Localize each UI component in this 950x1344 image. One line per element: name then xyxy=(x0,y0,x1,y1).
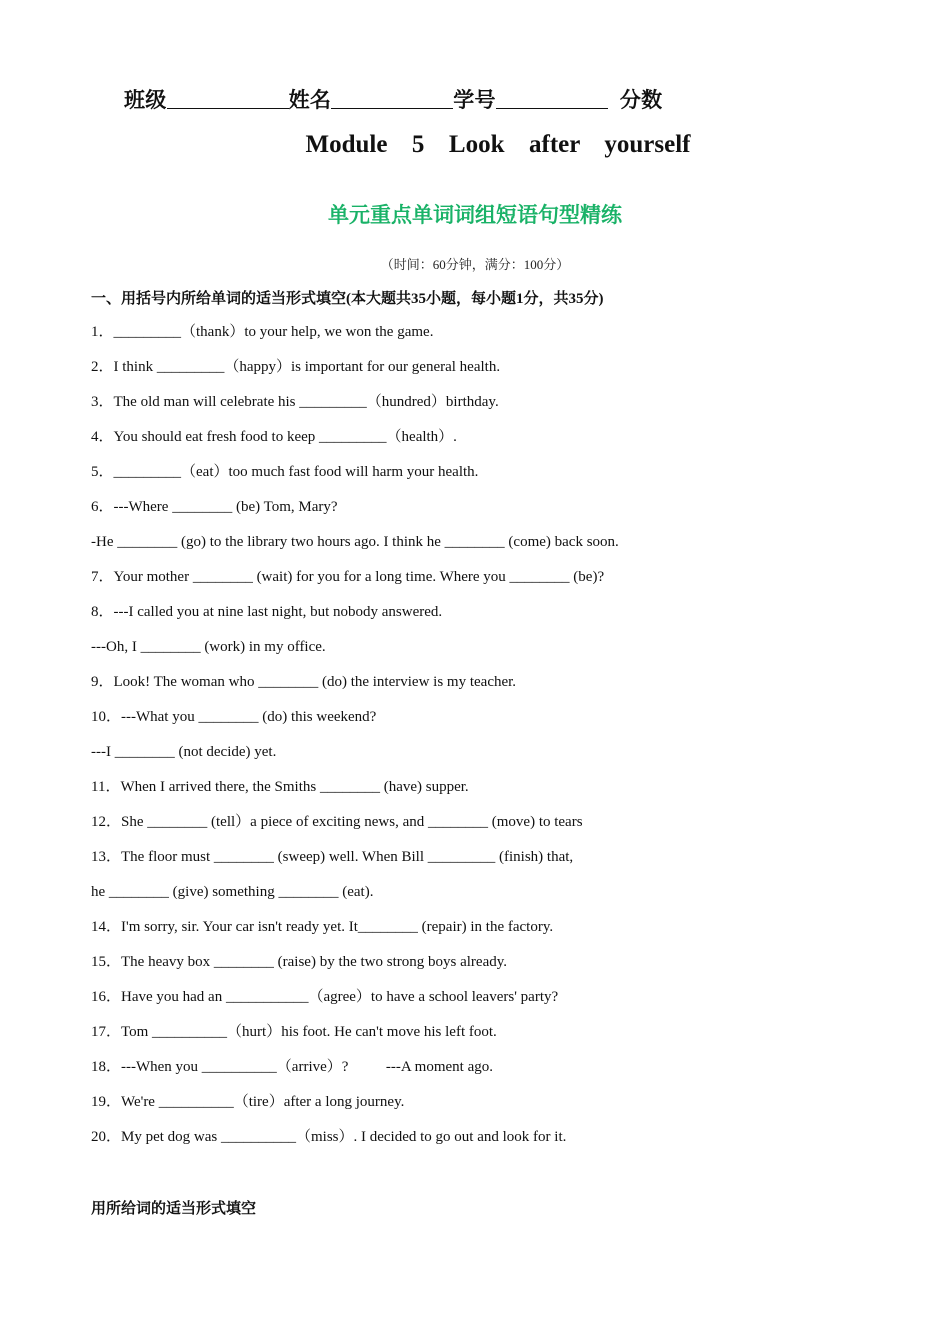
class-blank xyxy=(167,88,289,109)
question-line: 12．She ________ (tell）a piece of exciting news, and ________ (move) to tears xyxy=(91,814,583,830)
question-line: 7．Your mother ________ (wait) for you for a long time. Where you ________ (be)? xyxy=(91,569,605,585)
question-line: 6．---Where ________ (be) Tom, Mary? xyxy=(91,499,338,515)
question-line: 4．You should eat fresh food to keep _________（health）. xyxy=(91,429,457,445)
name-blank xyxy=(331,88,453,109)
question-line: he ________ (give) something ________ (eat). xyxy=(91,884,374,900)
question-line: 2．I think _________（happy）is important for our general health. xyxy=(91,359,501,375)
class-label: 班级 xyxy=(124,88,167,112)
question-line: 5．_________（eat）too much fast food will harm your health. xyxy=(91,464,479,480)
question-list xyxy=(91,321,871,1161)
question-line: ---I ________ (not decide) yet. xyxy=(91,744,277,760)
name-label: 姓名 xyxy=(288,88,332,112)
question-line: 1．_________（thank）to your help, we won the game. xyxy=(91,324,434,340)
question-line: 16．Have you had an ___________（agree）to have a school leavers' party? xyxy=(91,989,559,1005)
student-info-header xyxy=(124,84,662,114)
question-line: -He ________ (go) to the library two hours ago. I think he ________ (come) back soon. xyxy=(91,534,619,550)
question-line: 20．My pet dog was __________（miss）. I decided to go out and look for it. xyxy=(91,1129,567,1145)
section-2-heading: 用所给词的适当形式填空 xyxy=(91,1199,257,1217)
question-line: 15．The heavy box ________ (raise) by the two strong boys already. xyxy=(91,954,508,970)
question-line: 13．The floor must ________ (sweep) well. When Bill _________ (finish) that, xyxy=(91,849,574,865)
question-line: 19．We're __________（tire）after a long journey. xyxy=(91,1094,405,1110)
question-line: 8．---I called you at nine last night, but nobody answered. xyxy=(91,604,443,620)
question-line: 11．When I arrived there, the Smiths ________ (have) supper. xyxy=(91,779,469,795)
time-and-score-note: （时间：60分钟，满分：100分） xyxy=(380,257,570,272)
question-line: 10．---What you ________ (do) this weekend? xyxy=(91,709,377,725)
section-1-heading: 一、用括号内所给单词的适当形式填空(本大题共35小题，每小题1分，共35分) xyxy=(91,291,604,307)
question-line: 14．I'm sorry, sir. Your car isn't ready yet. It________ (repair) in the factory. xyxy=(91,919,554,935)
score-label: 分数 xyxy=(619,88,663,112)
question-line: 17．Tom __________（hurt）his foot. He can't move his left foot. xyxy=(91,1024,497,1040)
question-line: ---Oh, I ________ (work) in my office. xyxy=(91,639,326,655)
question-line: 18．---When you __________（arrive）? ---A moment ago. xyxy=(91,1059,493,1075)
unit-subtitle: 单元重点单词词组短语句型精练 xyxy=(328,203,622,227)
student-id-label: 学号 xyxy=(453,88,496,112)
module-title: Module 5 Look after yourself xyxy=(305,131,691,158)
question-line: 3．The old man will celebrate his _________（hundred）birthday. xyxy=(91,394,499,410)
student-id-blank xyxy=(496,88,608,109)
question-line: 9．Look! The woman who ________ (do) the interview is my teacher. xyxy=(91,674,517,690)
